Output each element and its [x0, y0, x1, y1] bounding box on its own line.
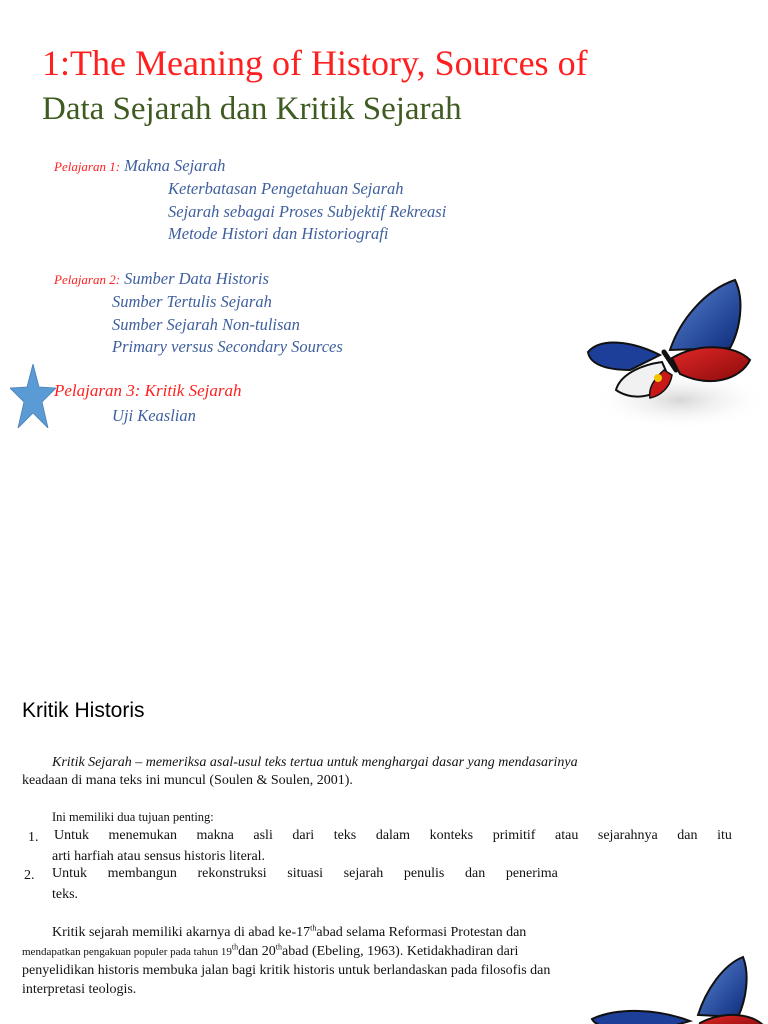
item1-word: menemukan: [108, 828, 177, 843]
item1-word: konteks: [429, 828, 474, 843]
item1-word: Untuk: [54, 828, 89, 843]
lesson-2-topic-1: Sumber Data Historis: [124, 269, 269, 288]
p3-text-a: Kritik sejarah memiliki akarnya di abad ke-17: [52, 925, 311, 940]
paragraph-3-line-1: [52, 923, 526, 942]
slide-title-line-1: 1:The Meaning of History, Sources of: [42, 43, 588, 83]
list-item-2-line-1: [52, 866, 558, 882]
lesson-1-topic-4: Metode Histori dan Historiografi: [168, 224, 389, 243]
p3-sup-3: th: [275, 942, 283, 952]
p3-text-d: dan 20: [238, 944, 276, 959]
item1-word: dan: [677, 828, 698, 843]
butterfly-flag-image: [560, 270, 768, 440]
item1-word: itu: [717, 828, 732, 843]
lesson-3-label: Pelajaran 3: Kritik Sejarah: [54, 381, 242, 400]
paragraph-3-line-4: interpretasi teologis.: [22, 982, 137, 997]
section-heading: Kritik Historis: [22, 699, 145, 722]
item2-word: rekonstruksi: [197, 866, 267, 881]
lesson-2-topic-3: Sumber Sejarah Non-tulisan: [112, 315, 300, 334]
item2-word: Untuk: [52, 866, 87, 881]
lesson-2-block: [54, 268, 269, 291]
item2-word: penerima: [505, 866, 558, 881]
lesson-1-block: [54, 155, 225, 178]
paragraph-1-rest: keadaan di mana teks ini muncul (Soulen & Soulen, 2001).: [22, 773, 353, 788]
butterfly-flag-image-bottom: [578, 945, 768, 1024]
slide-title-line-2: Data Sejarah dan Kritik Sejarah: [42, 91, 462, 127]
item1-word: sejarahnya: [597, 828, 658, 843]
star-icon: [10, 364, 56, 428]
item1-word: primitif: [492, 828, 536, 843]
lesson-1-topic-3: Sejarah sebagai Proses Subjektif Rekreasi: [168, 202, 447, 221]
item1-word: dalam: [375, 828, 411, 843]
p3-text-c: mendapatkan pengakuan populer pada tahun 19: [22, 946, 232, 958]
list-item-1-line-1: [54, 828, 732, 844]
paragraph-1-italic: Kritik Sejarah – memeriksa asal-usul teks tertua untuk menghargai dasar yang mendasarinya: [52, 755, 578, 770]
list-item-1-number: 1.: [28, 830, 39, 845]
item2-word: membangun: [107, 866, 177, 881]
list-item-2-number: 2.: [24, 868, 35, 883]
item2-word: dan: [464, 866, 486, 881]
item1-word: atau: [555, 828, 579, 843]
lesson-1-topic-2: Keterbatasan Pengetahuan Sejarah: [168, 179, 404, 198]
lesson-2-topic-4: Primary versus Secondary Sources: [112, 337, 343, 356]
p3-sup-2: th: [231, 942, 239, 952]
list-item-1-line-2: arti harfiah atau sensus historis literal.: [52, 849, 266, 864]
p3-text-b: abad selama Reformasi Protestan dan: [316, 925, 527, 940]
lesson-2-topic-2: Sumber Tertulis Sejarah: [112, 292, 272, 311]
item1-word: teks: [333, 828, 357, 843]
item1-word: asli: [253, 828, 273, 843]
item2-word: penulis: [403, 866, 445, 881]
item1-word: makna: [196, 828, 234, 843]
p3-sup-1: th: [310, 923, 317, 933]
item2-word: situasi: [287, 866, 324, 881]
lesson-1-topic-1: Makna Sejarah: [124, 156, 226, 175]
paragraph-3-line-3: penyelidikan historis membuka jalan bagi kritik historis untuk berlandaskan pada filosofis dan: [22, 963, 551, 978]
paragraph-3-line-2: [22, 942, 518, 962]
item2-word: sejarah: [343, 866, 384, 881]
lesson-3-topic-1: Uji Keaslian: [112, 406, 196, 425]
lesson-2-label: Pelajaran 2:: [54, 272, 121, 287]
item1-word: dari: [292, 828, 315, 843]
p3-text-e: abad (Ebeling, 1963). Ketidakhadiran dari: [282, 944, 519, 959]
lesson-1-label: Pelajaran 1:: [54, 159, 121, 174]
list-item-2-line-2: teks.: [52, 887, 79, 902]
list-intro: Ini memiliki dua tujuan penting:: [52, 810, 214, 824]
